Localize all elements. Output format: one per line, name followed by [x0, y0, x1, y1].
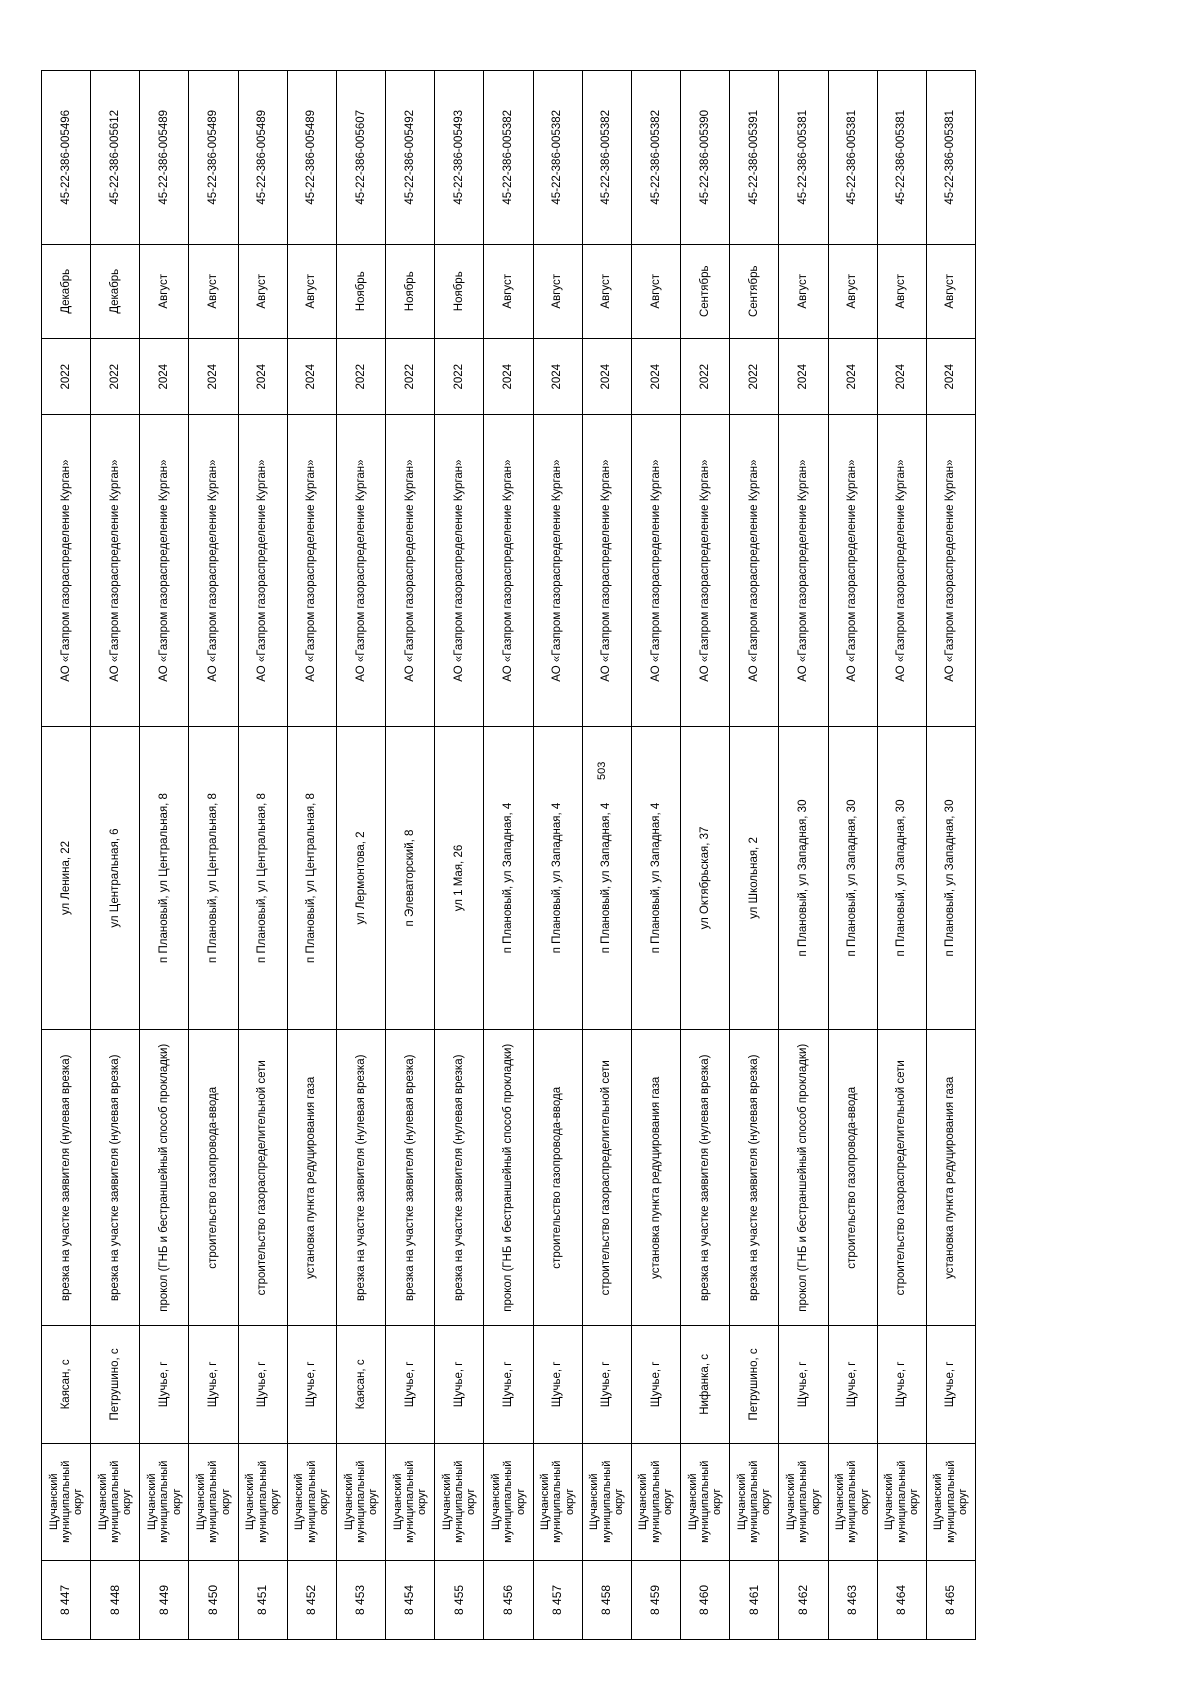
- cell-settlement: Щучье, г: [877, 1326, 926, 1443]
- cell-work-type: прокол (ГНБ и бестраншейный способ прокладки): [484, 1030, 533, 1326]
- cell-code: 45-22-386-005493: [435, 71, 484, 245]
- cell-address: п Плановый, ул Западная, 4: [582, 726, 631, 1030]
- cell-district: Щучанский муниципальный округ: [582, 1443, 631, 1560]
- cell-month: Август: [582, 244, 631, 338]
- cell-district: Щучанский муниципальный округ: [336, 1443, 385, 1560]
- cell-district: Щучанский муниципальный округ: [828, 1443, 877, 1560]
- cell-organization: АО «Газпром газораспределение Курган»: [926, 415, 975, 726]
- cell-settlement: Щучье, г: [287, 1326, 336, 1443]
- cell-address: п Плановый, ул Западная, 30: [779, 726, 828, 1030]
- cell-district: Щучанский муниципальный округ: [386, 1443, 435, 1560]
- cell-year: 2022: [91, 338, 140, 415]
- cell-settlement: Щучье, г: [926, 1326, 975, 1443]
- cell-month: Сентябрь: [730, 244, 779, 338]
- cell-district: Щучанский муниципальный округ: [140, 1443, 189, 1560]
- cell-district: Щучанский муниципальный округ: [42, 1443, 91, 1560]
- registry-table-body: [42, 71, 976, 1640]
- cell-address: ул Лермонтова, 2: [336, 726, 385, 1030]
- table-row: [91, 71, 140, 1640]
- cell-work-type: врезка на участке заявителя (нулевая врезка): [42, 1030, 91, 1326]
- cell-work-type: строительство газопровода-ввода: [828, 1030, 877, 1326]
- cell-code: 45-22-386-005390: [681, 71, 730, 245]
- table-row: [533, 71, 582, 1640]
- cell-district: Щучанский муниципальный округ: [730, 1443, 779, 1560]
- cell-settlement: Щучье, г: [779, 1326, 828, 1443]
- cell-settlement: Щучье, г: [828, 1326, 877, 1443]
- cell-code: 45-22-386-005382: [533, 71, 582, 245]
- table-row: [386, 71, 435, 1640]
- cell-organization: АО «Газпром газораспределение Курган»: [730, 415, 779, 726]
- cell-district: Щучанский муниципальный округ: [189, 1443, 238, 1560]
- cell-address: п Плановый, ул Центральная, 8: [140, 726, 189, 1030]
- cell-address: п Плановый, ул Западная, 30: [828, 726, 877, 1030]
- cell-organization: АО «Газпром газораспределение Курган»: [287, 415, 336, 726]
- cell-number: 8 451: [238, 1560, 287, 1639]
- cell-month: Ноябрь: [435, 244, 484, 338]
- cell-district: Щучанский муниципальный округ: [877, 1443, 926, 1560]
- cell-district: Щучанский муниципальный округ: [631, 1443, 680, 1560]
- cell-code: 45-22-386-005489: [287, 71, 336, 245]
- cell-code: 45-22-386-005381: [828, 71, 877, 245]
- cell-month: Ноябрь: [386, 244, 435, 338]
- cell-organization: АО «Газпром газораспределение Курган»: [238, 415, 287, 726]
- cell-district: Щучанский муниципальный округ: [238, 1443, 287, 1560]
- cell-settlement: Нифанка, с: [681, 1326, 730, 1443]
- cell-month: Август: [484, 244, 533, 338]
- cell-address: ул Школьная, 2: [730, 726, 779, 1030]
- table-row: [926, 71, 975, 1640]
- cell-address: ул Центральная, 6: [91, 726, 140, 1030]
- cell-code: 45-22-386-005612: [91, 71, 140, 245]
- cell-work-type: врезка на участке заявителя (нулевая врезка): [435, 1030, 484, 1326]
- cell-work-type: строительство газораспределительной сети: [877, 1030, 926, 1326]
- cell-code: 45-22-386-005391: [730, 71, 779, 245]
- cell-work-type: врезка на участке заявителя (нулевая врезка): [681, 1030, 730, 1326]
- cell-month: Декабрь: [42, 244, 91, 338]
- cell-code: 45-22-386-005382: [484, 71, 533, 245]
- cell-settlement: Щучье, г: [238, 1326, 287, 1443]
- cell-address: п Элеваторский, 8: [386, 726, 435, 1030]
- cell-address: п Плановый, ул Центральная, 8: [238, 726, 287, 1030]
- cell-number: 8 460: [681, 1560, 730, 1639]
- cell-organization: АО «Газпром газораспределение Курган»: [91, 415, 140, 726]
- cell-settlement: Щучье, г: [386, 1326, 435, 1443]
- cell-district: Щучанский муниципальный округ: [779, 1443, 828, 1560]
- cell-work-type: врезка на участке заявителя (нулевая врезка): [336, 1030, 385, 1326]
- cell-year: 2022: [435, 338, 484, 415]
- cell-month: Декабрь: [91, 244, 140, 338]
- cell-organization: АО «Газпром газораспределение Курган»: [435, 415, 484, 726]
- cell-number: 8 453: [336, 1560, 385, 1639]
- cell-number: 8 461: [730, 1560, 779, 1639]
- cell-work-type: врезка на участке заявителя (нулевая врезка): [91, 1030, 140, 1326]
- cell-year: 2024: [533, 338, 582, 415]
- table-row: [238, 71, 287, 1640]
- cell-work-type: строительство газораспределительной сети: [238, 1030, 287, 1326]
- cell-month: Сентябрь: [681, 244, 730, 338]
- cell-year: 2024: [926, 338, 975, 415]
- cell-work-type: врезка на участке заявителя (нулевая врезка): [386, 1030, 435, 1326]
- cell-year: 2024: [877, 338, 926, 415]
- table-row: [435, 71, 484, 1640]
- cell-organization: АО «Газпром газораспределение Курган»: [631, 415, 680, 726]
- cell-address: ул Октябрьская, 37: [681, 726, 730, 1030]
- cell-code: 45-22-386-005489: [140, 71, 189, 245]
- cell-organization: АО «Газпром газораспределение Курган»: [877, 415, 926, 726]
- cell-address: ул 1 Мая, 26: [435, 726, 484, 1030]
- cell-year: 2024: [582, 338, 631, 415]
- cell-organization: АО «Газпром газораспределение Курган»: [681, 415, 730, 726]
- cell-year: 2022: [42, 338, 91, 415]
- cell-work-type: строительство газопровода-ввода: [533, 1030, 582, 1326]
- cell-year: 2024: [189, 338, 238, 415]
- cell-number: 8 450: [189, 1560, 238, 1639]
- cell-address: п Плановый, ул Западная, 30: [877, 726, 926, 1030]
- table-row: [336, 71, 385, 1640]
- cell-address: ул Ленина, 22: [42, 726, 91, 1030]
- table-row: [287, 71, 336, 1640]
- cell-settlement: Каясан, с: [42, 1326, 91, 1443]
- cell-month: Август: [533, 244, 582, 338]
- cell-month: Август: [140, 244, 189, 338]
- cell-work-type: прокол (ГНБ и бестраншейный способ прокладки): [140, 1030, 189, 1326]
- cell-code: 45-22-386-005489: [238, 71, 287, 245]
- registry-table: [41, 70, 976, 1640]
- cell-number: 8 464: [877, 1560, 926, 1639]
- cell-number: 8 452: [287, 1560, 336, 1639]
- table-row: [828, 71, 877, 1640]
- cell-work-type: установка пункта редуцирования газа: [631, 1030, 680, 1326]
- cell-number: 8 455: [435, 1560, 484, 1639]
- table-row: [631, 71, 680, 1640]
- table-row: [877, 71, 926, 1640]
- cell-address: п Плановый, ул Центральная, 8: [189, 726, 238, 1030]
- cell-organization: АО «Газпром газораспределение Курган»: [42, 415, 91, 726]
- cell-year: 2024: [287, 338, 336, 415]
- cell-work-type: установка пункта редуцирования газа: [926, 1030, 975, 1326]
- cell-organization: АО «Газпром газораспределение Курган»: [779, 415, 828, 726]
- cell-year: 2024: [140, 338, 189, 415]
- cell-code: 45-22-386-005381: [877, 71, 926, 245]
- cell-year: 2022: [336, 338, 385, 415]
- cell-organization: АО «Газпром газораспределение Курган»: [140, 415, 189, 726]
- cell-work-type: врезка на участке заявителя (нулевая врезка): [730, 1030, 779, 1326]
- cell-work-type: строительство газопровода-ввода: [189, 1030, 238, 1326]
- cell-organization: АО «Газпром газораспределение Курган»: [582, 415, 631, 726]
- cell-district: Щучанский муниципальный округ: [91, 1443, 140, 1560]
- table-row: [140, 71, 189, 1640]
- cell-settlement: Щучье, г: [631, 1326, 680, 1443]
- cell-address: п Плановый, ул Западная, 4: [533, 726, 582, 1030]
- table-row: [189, 71, 238, 1640]
- cell-organization: АО «Газпром газораспределение Курган»: [828, 415, 877, 726]
- cell-district: Щучанский муниципальный округ: [681, 1443, 730, 1560]
- table-row: [42, 71, 91, 1640]
- cell-month: Август: [877, 244, 926, 338]
- cell-settlement: Щучье, г: [189, 1326, 238, 1443]
- cell-number: 8 465: [926, 1560, 975, 1639]
- cell-settlement: Щучье, г: [435, 1326, 484, 1443]
- cell-work-type: строительство газораспределительной сети: [582, 1030, 631, 1326]
- cell-code: 45-22-386-005381: [926, 71, 975, 245]
- cell-year: 2024: [779, 338, 828, 415]
- cell-number: 8 459: [631, 1560, 680, 1639]
- cell-year: 2022: [386, 338, 435, 415]
- cell-number: 8 458: [582, 1560, 631, 1639]
- cell-work-type: установка пункта редуцирования газа: [287, 1030, 336, 1326]
- cell-organization: АО «Газпром газораспределение Курган»: [533, 415, 582, 726]
- cell-address: п Плановый, ул Западная, 4: [484, 726, 533, 1030]
- cell-month: Август: [287, 244, 336, 338]
- cell-number: 8 462: [779, 1560, 828, 1639]
- cell-code: 45-22-386-005607: [336, 71, 385, 245]
- cell-organization: АО «Газпром газораспределение Курган»: [189, 415, 238, 726]
- cell-district: Щучанский муниципальный округ: [435, 1443, 484, 1560]
- cell-organization: АО «Газпром газораспределение Курган»: [484, 415, 533, 726]
- cell-year: 2024: [484, 338, 533, 415]
- cell-number: 8 463: [828, 1560, 877, 1639]
- table-row: [681, 71, 730, 1640]
- cell-district: Щучанский муниципальный округ: [533, 1443, 582, 1560]
- table-row: [779, 71, 828, 1640]
- cell-number: 8 448: [91, 1560, 140, 1639]
- cell-number: 8 456: [484, 1560, 533, 1639]
- cell-month: Август: [631, 244, 680, 338]
- cell-year: 2024: [631, 338, 680, 415]
- cell-month: Август: [926, 244, 975, 338]
- table-row: [582, 71, 631, 1640]
- cell-district: Щучанский муниципальный округ: [484, 1443, 533, 1560]
- cell-number: 8 454: [386, 1560, 435, 1639]
- cell-month: Август: [189, 244, 238, 338]
- cell-month: Август: [238, 244, 287, 338]
- table-row: [730, 71, 779, 1640]
- cell-settlement: Петрушино, с: [91, 1326, 140, 1443]
- cell-settlement: Щучье, г: [582, 1326, 631, 1443]
- cell-district: Щучанский муниципальный округ: [926, 1443, 975, 1560]
- cell-year: 2022: [681, 338, 730, 415]
- cell-code: 45-22-386-005381: [779, 71, 828, 245]
- cell-organization: АО «Газпром газораспределение Курган»: [336, 415, 385, 726]
- cell-code: 45-22-386-005492: [386, 71, 435, 245]
- cell-settlement: Щучье, г: [140, 1326, 189, 1443]
- page-number: 503: [596, 761, 608, 780]
- cell-work-type: прокол (ГНБ и бестраншейный способ прокладки): [779, 1030, 828, 1326]
- cell-address: п Плановый, ул Западная, 4: [631, 726, 680, 1030]
- cell-code: 45-22-386-005382: [582, 71, 631, 245]
- cell-month: Ноябрь: [336, 244, 385, 338]
- rotated-table-container: [41, 70, 976, 1640]
- cell-district: Щучанский муниципальный округ: [287, 1443, 336, 1560]
- cell-number: 8 457: [533, 1560, 582, 1639]
- cell-year: 2024: [238, 338, 287, 415]
- cell-number: 8 449: [140, 1560, 189, 1639]
- cell-code: 45-22-386-005489: [189, 71, 238, 245]
- cell-settlement: Щучье, г: [533, 1326, 582, 1443]
- cell-address: п Плановый, ул Центральная, 8: [287, 726, 336, 1030]
- cell-organization: АО «Газпром газораспределение Курган»: [386, 415, 435, 726]
- cell-year: 2024: [828, 338, 877, 415]
- cell-code: 45-22-386-005496: [42, 71, 91, 245]
- cell-number: 8 447: [42, 1560, 91, 1639]
- cell-month: Август: [779, 244, 828, 338]
- table-row: [484, 71, 533, 1640]
- cell-year: 2022: [730, 338, 779, 415]
- cell-settlement: Щучье, г: [484, 1326, 533, 1443]
- cell-code: 45-22-386-005382: [631, 71, 680, 245]
- cell-settlement: Каясан, с: [336, 1326, 385, 1443]
- cell-month: Август: [828, 244, 877, 338]
- cell-settlement: Петрушино, с: [730, 1326, 779, 1443]
- cell-address: п Плановый, ул Западная, 30: [926, 726, 975, 1030]
